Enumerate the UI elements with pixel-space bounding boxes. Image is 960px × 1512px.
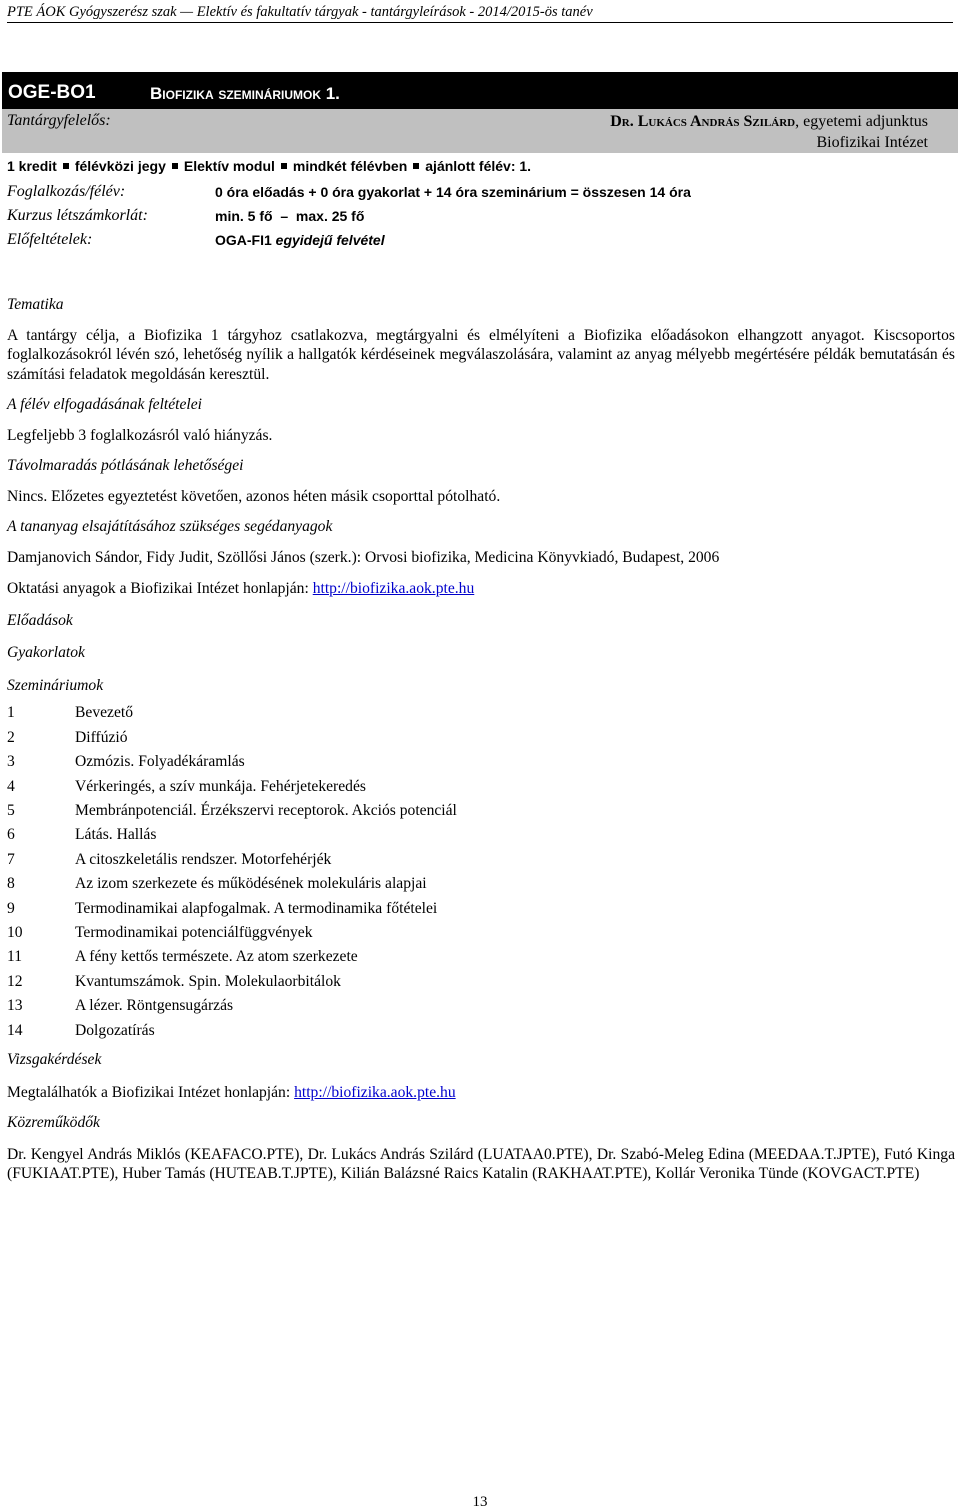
list-item	[7, 750, 955, 774]
tematika-heading: Tematika	[7, 296, 64, 313]
seminar-number: 1	[7, 704, 15, 722]
absence-heading: Távolmaradás pótlásának lehetőségei	[7, 457, 244, 474]
seminar-number: 3	[7, 753, 15, 771]
capacity-value	[215, 207, 364, 225]
seminar-topic: Bevezető	[75, 704, 134, 722]
bullet-square-icon	[281, 163, 287, 169]
list-item	[7, 774, 955, 798]
semester-info: mindkét félévben	[292, 158, 408, 174]
course-summary-line	[7, 157, 531, 175]
materials-heading: A tananyag elsajátításához szükséges segédanyagok	[7, 518, 333, 535]
responsible-label: Tantárgyfelelős:	[7, 112, 111, 129]
absence-text: Nincs. Előzetes egyeztetést követően, azonos héten másik csoporttal pótolható.	[7, 487, 501, 505]
seminar-topic: Termodinamikai potenciálfüggvények	[75, 923, 313, 941]
exam-questions-intro: Megtalálhatók a Biofizikai Intézet honlapján:	[7, 1083, 295, 1101]
institute-name: Biofizikai Intézet	[816, 134, 928, 151]
seminar-topic: Ozmózis. Folyadékáramlás	[75, 753, 245, 771]
seminars-heading: Szemináriumok	[7, 676, 104, 694]
list-item	[7, 945, 955, 969]
exam-questions-link[interactable]: http://biofizika.aok.pte.hu	[294, 1083, 456, 1101]
seminar-number: 2	[7, 728, 15, 746]
prereq-value	[215, 231, 385, 249]
course-content	[7, 295, 955, 1184]
bullet-square-icon	[172, 163, 178, 169]
seminar-number: 4	[7, 777, 15, 795]
list-item	[7, 1018, 955, 1042]
seminar-list	[7, 701, 955, 1042]
seminar-topic: A citoszkeletális rendszer. Motorfehérjék	[75, 850, 332, 868]
course-title-bar	[2, 72, 958, 109]
contributors-heading: Közreműködők	[7, 1114, 100, 1132]
materials-book: Damjanovich Sándor, Fidy Judit, Szöllősi János (szerk.): Orvosi biofizika, Medicina Könyvkiadó, Budapest, 2006	[7, 548, 720, 566]
list-item	[7, 896, 955, 920]
prereq-code: OGA-FI1	[215, 232, 272, 248]
seminar-number: 11	[7, 948, 23, 966]
prereq-label: Előfeltételek:	[7, 231, 93, 248]
acceptance-heading: A félév elfogadásának feltételei	[7, 396, 202, 413]
seminar-number: 9	[7, 899, 15, 917]
seminar-number: 14	[7, 1021, 23, 1039]
list-item	[7, 847, 955, 871]
list-item	[7, 725, 955, 749]
lectures-heading: Előadások	[7, 611, 73, 629]
recommended-semester: ajánlott félév: 1.	[425, 158, 532, 174]
contributors-text: Dr. Kengyel András Miklós (KEAFACO.PTE), Dr. Lukács András Szilárd (LUATAA0.PTE), Dr. Szabó-Meleg Edina (MEEDAA.T.JPTE), Futó Kinga (FUKIAAT.PTE), Huber Tamás (HUTEAB.T.JPTE), Kilián Balázsné Raics Katalin (RAKHAAT.PTE), Kollár Veronika Tünde (KOVGACT.PTE)	[7, 1145, 955, 1183]
list-item	[7, 921, 955, 945]
acceptance-text: Legfeljebb 3 foglalkozásról való hiányzás.	[7, 426, 273, 444]
capacity-max: max. 25 fő	[295, 208, 365, 224]
list-item	[7, 872, 955, 896]
course-code: OGE-BO1	[8, 82, 96, 103]
running-header-text: PTE ÁOK Gyógyszerész szak — Elektív és fakultatív tárgyak - tantárgyleírások - 2014/2015-ös tanév	[7, 4, 593, 20]
course-block	[2, 72, 958, 153]
responsible-person	[610, 112, 928, 132]
seminar-topic: Dolgozatírás	[75, 1021, 155, 1039]
list-item	[7, 799, 955, 823]
seminar-topic: Látás. Hallás	[75, 826, 157, 844]
seminar-topic: Membránpotenciál. Érzékszervi receptorok. Akciós potenciál	[75, 802, 457, 819]
biofizika-website-link[interactable]: http://biofizika.aok.pte.hu	[312, 580, 475, 597]
hours-value: 0 óra előadás + 0 óra gyakorlat + 14 óra szeminárium = összesen 14 óra	[215, 184, 691, 200]
tematika-text: A tantárgy célja, a Biofizika 1 tárgyhoz csatlakozva, megtárgyalni és elmélyíteni a Biofizika előadásokon elhangzott anyagot. Kiscsoportos foglalkozásokról lévén szó, lehetőség nyílik a hallgatók kérdéseinek megválaszolására, valamint az anyag mélyebb megértésére példák bemutatásán és számítási feladatok megoldásán keresztül.	[7, 326, 955, 383]
list-item	[7, 701, 955, 725]
module-type: Elektív modul	[183, 158, 275, 174]
page-number: 13	[472, 1494, 488, 1510]
seminar-number: 5	[7, 802, 15, 819]
running-header	[7, 3, 953, 23]
seminar-number: 12	[7, 972, 23, 990]
seminar-number: 8	[7, 875, 15, 893]
seminar-topic: A lézer. Röntgensugárzás	[75, 997, 234, 1015]
seminar-topic: Kvantumszámok. Spin. Molekulaorbitálok	[75, 972, 341, 990]
capacity-dash: –	[280, 208, 289, 224]
seminar-topic: Termodinamikai alapfogalmak. A termodinamika főtételei	[75, 899, 438, 917]
prereq-note: egyidejű felvétel	[275, 232, 385, 248]
hours-label: Foglalkozás/félév:	[7, 183, 126, 200]
seminar-number: 7	[7, 850, 15, 868]
list-item	[7, 823, 955, 847]
materials-online	[7, 579, 955, 599]
credit-value: 1 kredit	[7, 158, 57, 174]
seminar-topic: Diffúzió	[75, 728, 128, 746]
list-item	[7, 994, 955, 1018]
capacity-label: Kurzus létszámkorlát:	[7, 207, 148, 224]
seminar-number: 13	[7, 997, 23, 1015]
seminar-topic: Az izom szerkezete és működésének molekuláris alapjai	[75, 875, 427, 893]
course-title: Biofizika szemináriumok 1.	[150, 84, 340, 103]
seminar-topic: Vérkeringés, a szív munkája. Fehérjetekeredés	[75, 777, 366, 795]
practicals-heading: Gyakorlatok	[7, 644, 85, 661]
capacity-min: min. 5 fő	[215, 208, 273, 224]
seminar-topic: A fény kettős természete. Az atom szerkezete	[75, 948, 358, 966]
list-item	[7, 969, 955, 993]
seminar-number: 6	[7, 826, 15, 844]
exam-questions-text	[7, 1083, 955, 1103]
bullet-square-icon	[63, 163, 69, 169]
exam-type: félévközi jegy	[74, 158, 166, 174]
bullet-square-icon	[413, 163, 419, 169]
responsible-name: Dr. Lukács András Szilárd	[610, 113, 796, 130]
seminar-number: 10	[7, 923, 23, 941]
responsible-role: , egyetemi adjunktus	[795, 113, 928, 130]
exam-questions-heading: Vizsgakérdések	[7, 1051, 102, 1069]
materials-online-text: Oktatási anyagok a Biofizikai Intézet honlapján:	[7, 580, 313, 597]
